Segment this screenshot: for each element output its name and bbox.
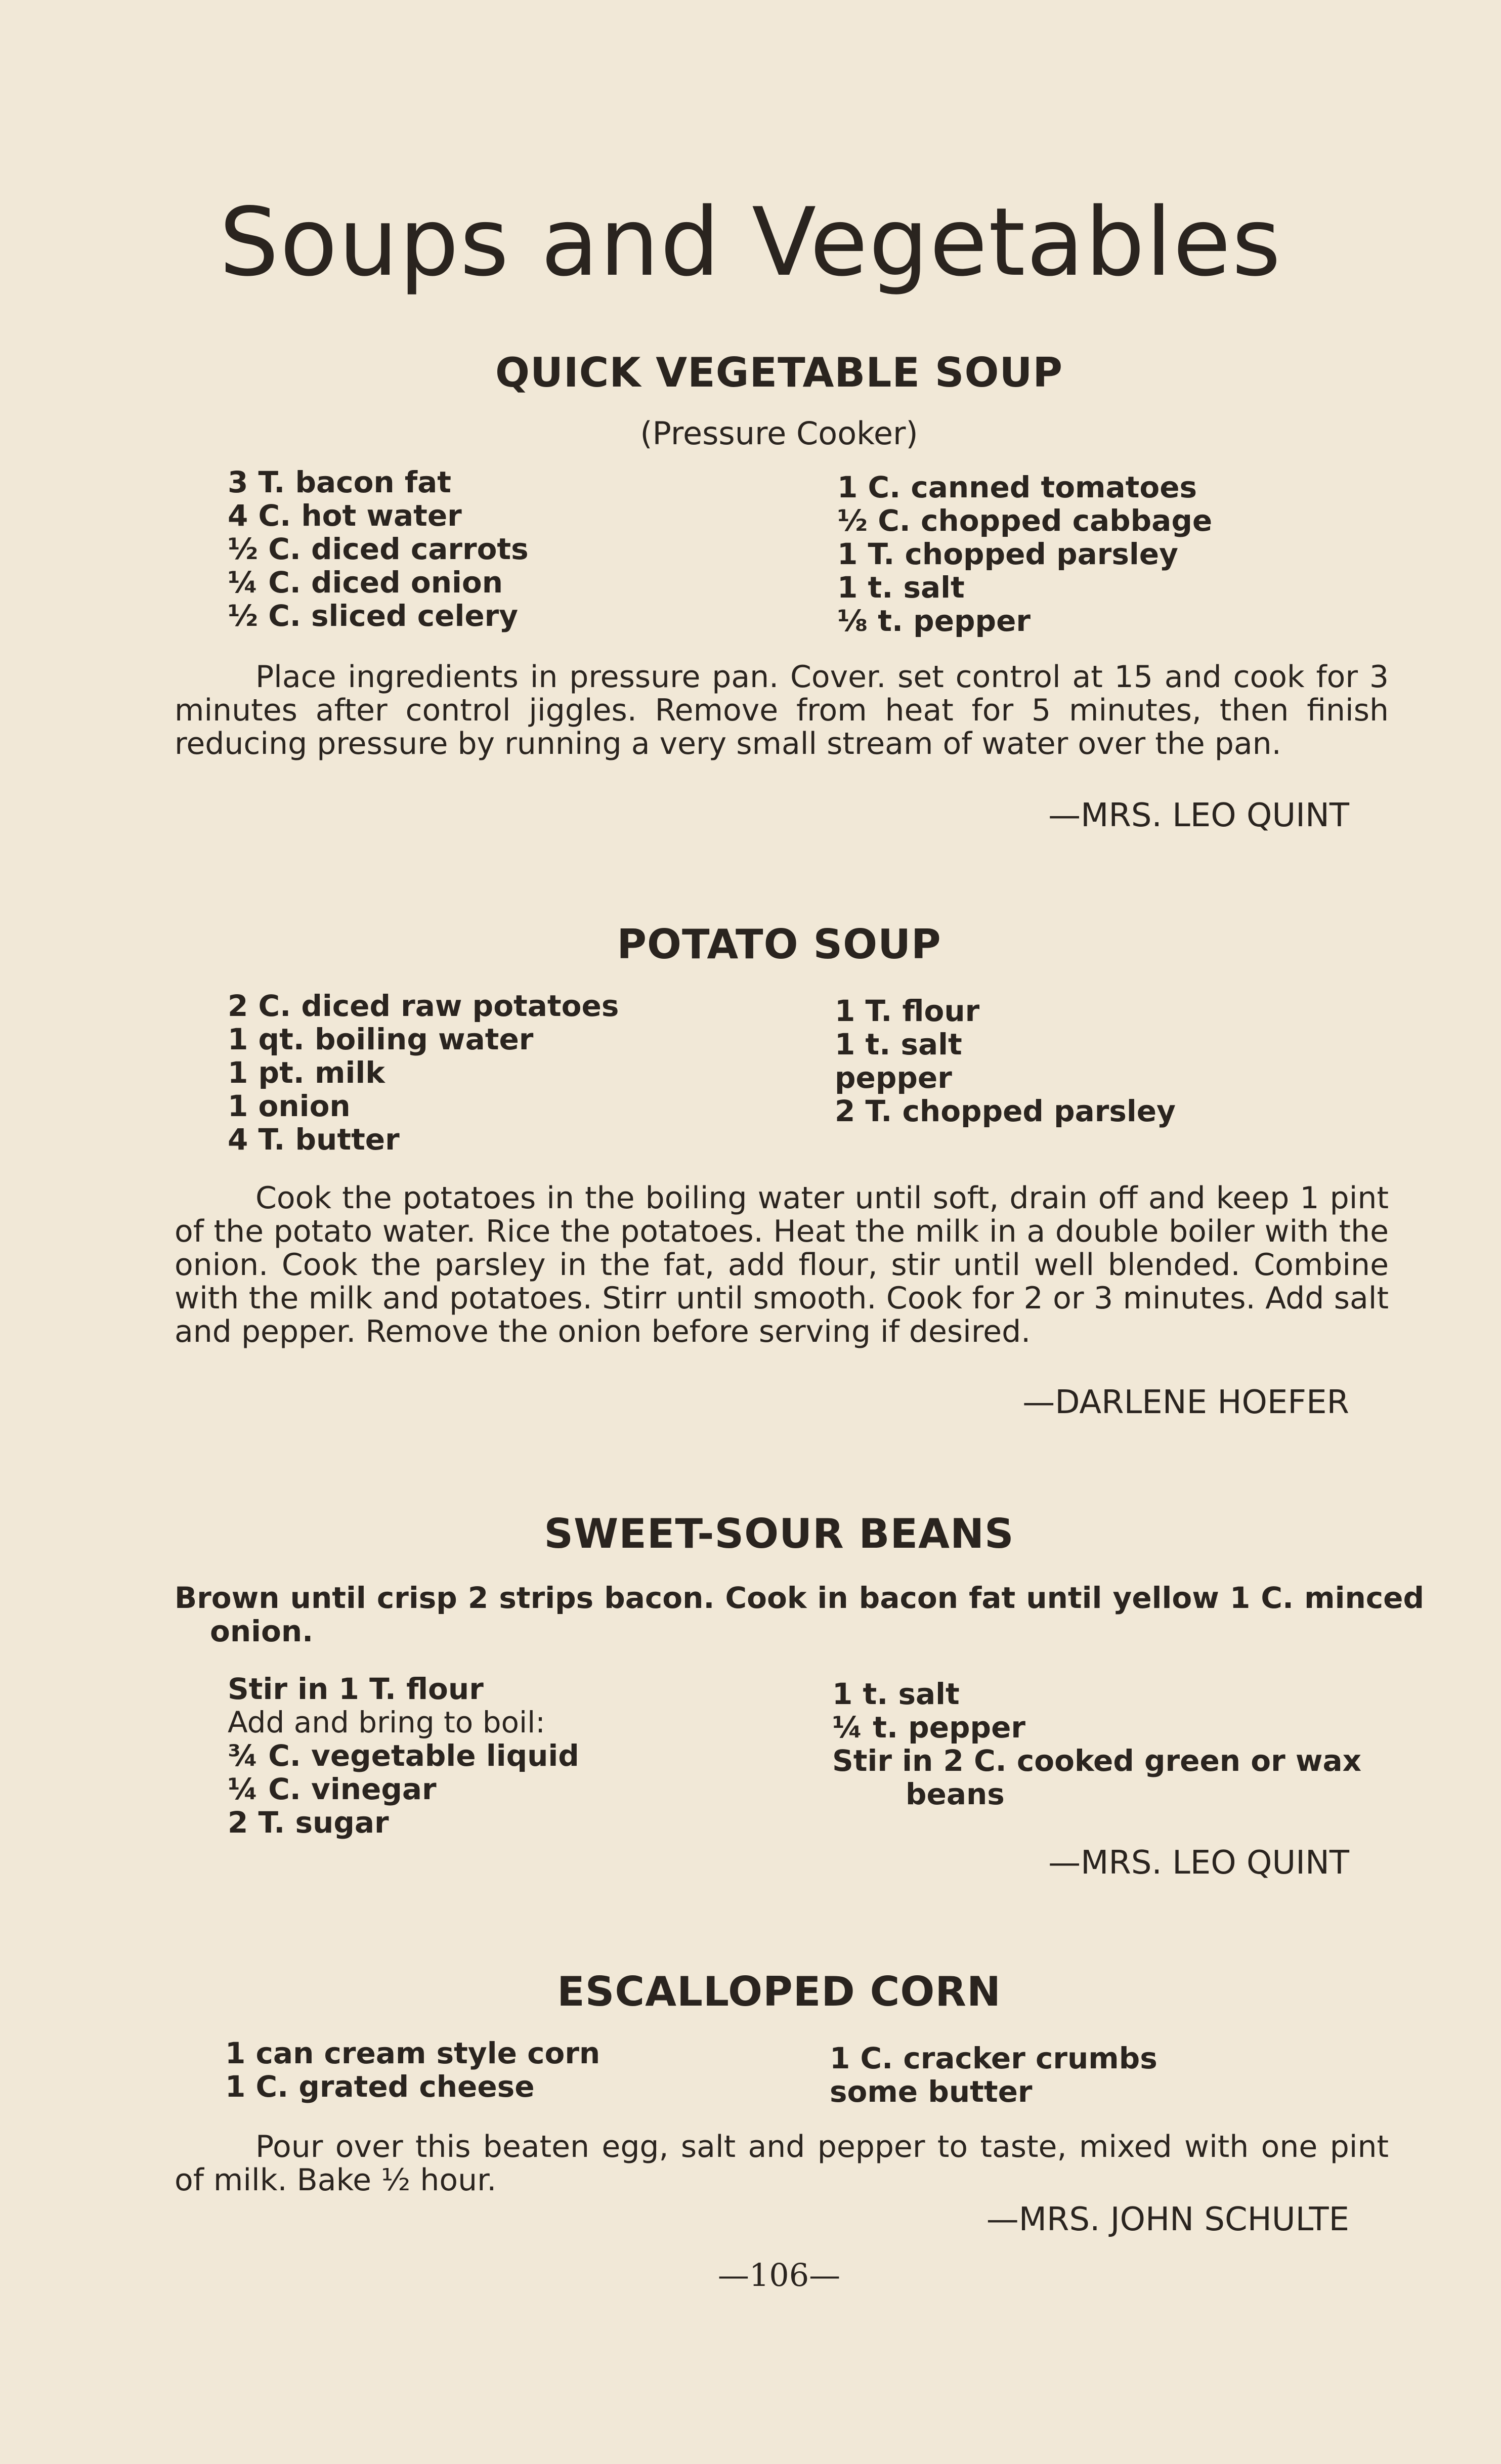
- ingredients-right: [830, 2042, 1157, 2108]
- ingredient: 2 T. sugar: [228, 1805, 389, 1840]
- ingredients-right: [835, 994, 1176, 1128]
- ingredient: 1 t. salt: [835, 1027, 962, 1061]
- ingredient: ¾ C. vegetable liquid: [228, 1738, 579, 1773]
- recipe-intro: Brown until crisp 2 strips bacon. Cook in bacon fat until yellow 1 C. minced onion.: [175, 1581, 1424, 1648]
- ingredient: 1 pt. milk: [228, 1055, 385, 1090]
- ingredient: pepper: [835, 1060, 952, 1095]
- ingredients-left: [228, 465, 529, 632]
- ingredient: 2 C. diced raw potatoes: [228, 989, 619, 1023]
- recipe-instructions: Cook the potatoes in the boiling water until soft, drain off and keep 1 pint of the potato water. Rice the potatoes. Heat the milk in a double boiler with the onion. Cook the parsley in the fat, add flour, stir until well blended. Combine with the milk and potatoes. Stirr until smooth. Cook for 2 or 3 minutes. Add salt and pepper. Remove the onion before serving if desired.: [175, 1180, 1389, 1349]
- ingredient: ¼ t. pepper: [832, 1710, 1026, 1745]
- ingredient: 1 can cream style corn: [225, 2036, 601, 2070]
- recipe-instructions: Place ingredients in pressure pan. Cover. set control at 15 and cook for 3 minutes after control jiggles. Remove from heat for 5 minutes, then finish reducing pressure by running a very small stream of water over the pan.: [175, 659, 1389, 761]
- ingredient: ⅛ t. pepper: [837, 604, 1031, 638]
- ingredients-left: [225, 2036, 600, 2103]
- ingredient: 1 T. flour: [835, 994, 980, 1028]
- ingredients-left: [228, 1672, 579, 1839]
- recipe-contributor: —MRS. LEO QUINT: [1048, 797, 1349, 834]
- recipe-contributor: —MRS. JOHN SCHULTE: [986, 2201, 1349, 2238]
- recipe-title-sweet-sour-beans: SWEET-SOUR BEANS: [544, 1510, 1014, 1557]
- recipe-instructions: Pour over this beaten egg, salt and pepper to taste, mixed with one pint of milk. Bake ½ hour.: [175, 2129, 1389, 2198]
- ingredients-right: [837, 471, 1212, 638]
- ingredient: beans: [906, 1777, 1005, 1811]
- ingredient: 1 t. salt: [837, 570, 965, 605]
- page-title: Soups and Vegetables: [219, 187, 1282, 297]
- ingredient: 1 t. salt: [832, 1677, 960, 1711]
- ingredient: ½ C. sliced celery: [228, 599, 519, 633]
- recipe-title-escalloped-corn: ESCALLOPED CORN: [557, 1968, 1001, 2015]
- ingredient: ¼ C. vinegar: [228, 1772, 437, 1806]
- recipe-subtitle: (Pressure Cooker): [640, 415, 918, 452]
- ingredient: ½ C. chopped cabbage: [837, 503, 1213, 538]
- ingredient: some butter: [830, 2074, 1033, 2109]
- ingredient: 1 C. grated cheese: [225, 2069, 535, 2104]
- ingredient: 4 T. butter: [228, 1122, 400, 1157]
- ingredient: 1 T. chopped parsley: [837, 537, 1178, 571]
- recipe-title-quick-vegetable-soup: QUICK VEGETABLE SOUP: [495, 349, 1063, 396]
- ingredient: 1 C. canned tomatoes: [837, 470, 1197, 504]
- recipe-contributor: —MRS. LEO QUINT: [1048, 1844, 1349, 1882]
- ingredient: 4 C. hot water: [228, 498, 462, 533]
- ingredient: ½ C. diced carrots: [228, 532, 529, 566]
- recipe-contributor: —DARLENE HOEFER: [1022, 1384, 1349, 1421]
- ingredient: 1 C. cracker crumbs: [830, 2041, 1157, 2075]
- ingredients-left: [228, 989, 619, 1156]
- ingredient: 3 T. bacon fat: [228, 465, 451, 499]
- page-number: —106—: [717, 2257, 841, 2293]
- ingredient: ¼ C. diced onion: [228, 565, 503, 600]
- ingredient: 2 T. chopped parsley: [835, 1094, 1176, 1128]
- ingredient: Add and bring to boil:: [228, 1705, 545, 1739]
- ingredients-right: [832, 1677, 1361, 1811]
- ingredient: 1 onion: [228, 1089, 351, 1123]
- ingredient: 1 qt. boiling water: [228, 1022, 534, 1056]
- ingredient: Stir in 1 T. flour: [228, 1672, 484, 1706]
- ingredient: Stir in 2 C. cooked green or wax: [832, 1744, 1362, 1778]
- recipe-title-potato-soup: POTATO SOUP: [617, 921, 941, 968]
